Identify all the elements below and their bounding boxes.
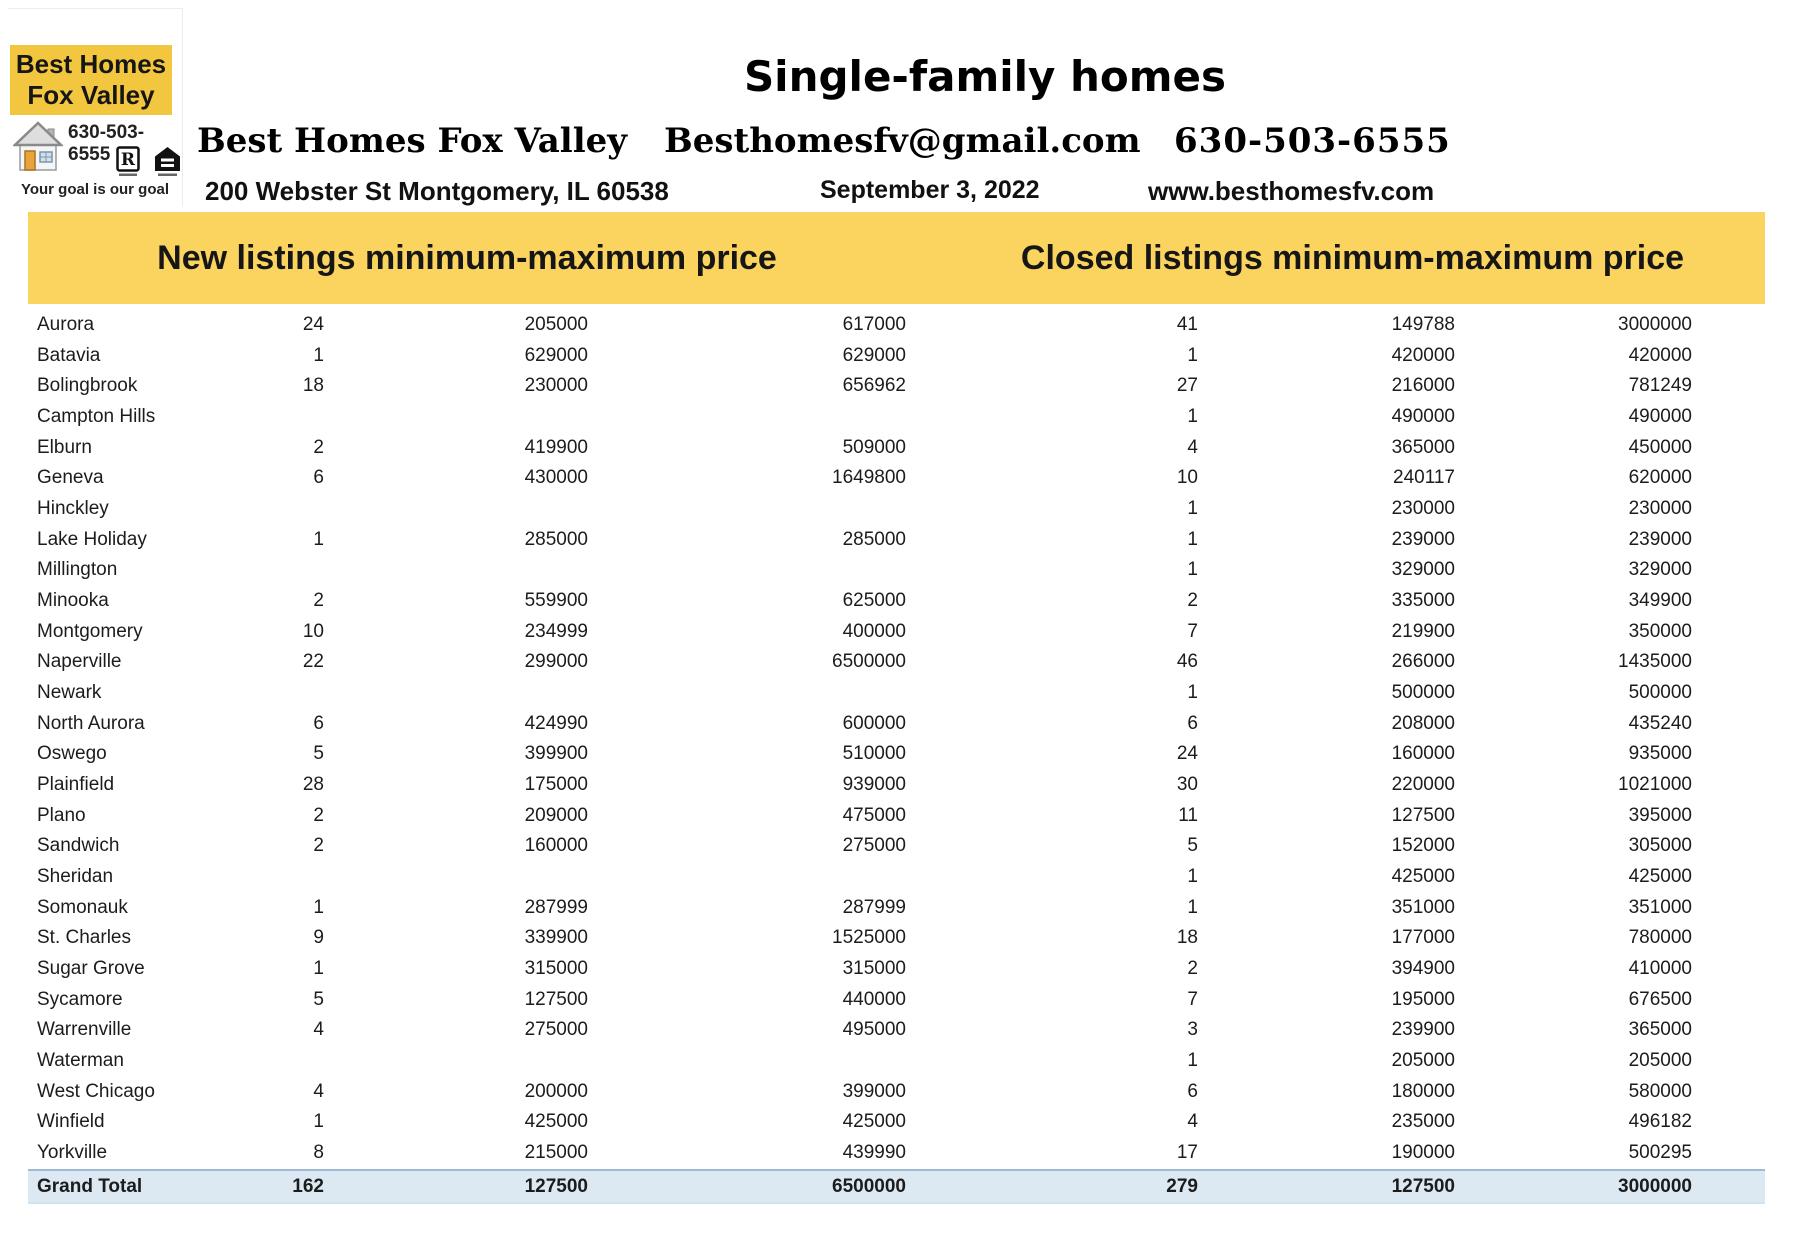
closed-min-cell: 216000	[1391, 375, 1455, 397]
town-cell: Aurora	[37, 314, 95, 335]
table-row	[28, 371, 1765, 402]
town-cell: Minooka	[37, 590, 109, 612]
new-count-cell	[190, 555, 324, 586]
grand-total-row	[28, 1169, 1765, 1204]
table-row	[28, 923, 1765, 954]
closed-min-cell: 365000	[1391, 436, 1455, 458]
new-min-cell: 629000	[524, 344, 588, 366]
table-row	[28, 985, 1765, 1016]
closed-min-cell: 500000	[1391, 682, 1455, 704]
new-max-cell: 475000	[842, 804, 906, 826]
closed-count-cell: 2	[1187, 590, 1198, 612]
new-max-cell: 400000	[842, 620, 906, 642]
new-min-cell	[324, 862, 588, 893]
closed-count-cell: 1	[1187, 682, 1198, 704]
new-count-cell: 8	[313, 1142, 324, 1164]
table-row	[28, 1107, 1765, 1138]
listings-table	[28, 310, 1765, 1204]
grand-total-new-max: 6500000	[832, 1175, 906, 1197]
office-address: 200 Webster St Montgomery, IL 60538	[205, 176, 669, 206]
section-banner	[28, 212, 1765, 304]
new-min-cell	[324, 678, 588, 709]
table-row	[28, 678, 1765, 709]
table-row	[28, 433, 1765, 464]
new-min-cell: 209000	[524, 804, 588, 826]
new-min-cell: 399900	[524, 743, 588, 765]
closed-max-cell: 305000	[1628, 835, 1692, 857]
closed-max-cell: 935000	[1628, 743, 1692, 765]
closed-max-cell: 620000	[1628, 467, 1692, 489]
closed-min-cell: 127500	[1391, 804, 1455, 826]
table-row	[28, 647, 1765, 678]
closed-min-cell: 351000	[1391, 896, 1455, 918]
closed-min-cell: 230000	[1391, 498, 1455, 520]
closed-max-cell: 496182	[1628, 1111, 1692, 1133]
closed-max-cell: 365000	[1628, 1019, 1692, 1041]
new-min-cell	[324, 555, 588, 586]
town-cell: Waterman	[37, 1050, 124, 1072]
closed-count-cell: 1	[1187, 1050, 1198, 1072]
new-max-cell: 287999	[842, 896, 906, 918]
closed-min-cell: 180000	[1391, 1080, 1455, 1102]
equal-housing-icon	[154, 146, 181, 182]
new-min-cell: 160000	[524, 835, 588, 857]
new-max-cell: 629000	[842, 344, 906, 366]
table-row	[28, 709, 1765, 740]
closed-count-cell: 1	[1187, 406, 1198, 428]
table-row	[28, 463, 1765, 494]
new-count-cell: 4	[313, 1080, 324, 1102]
grand-total-closed-min: 127500	[1391, 1175, 1455, 1197]
new-count-cell: 6	[313, 467, 324, 489]
new-min-cell	[324, 494, 588, 525]
logo-badge	[10, 45, 172, 115]
closed-max-cell: 230000	[1628, 498, 1692, 520]
closed-min-cell: 235000	[1391, 1111, 1455, 1133]
logo-name-line2: Fox Valley	[27, 80, 155, 110]
table-row	[28, 494, 1765, 525]
table-row	[28, 1046, 1765, 1077]
closed-max-cell: 435240	[1628, 712, 1692, 734]
closed-count-cell: 1	[1187, 344, 1198, 366]
new-count-cell: 2	[313, 436, 324, 458]
closed-max-cell: 500295	[1628, 1142, 1692, 1164]
new-max-cell	[588, 862, 906, 893]
new-min-cell: 234999	[524, 620, 588, 642]
new-min-cell: 419900	[524, 436, 588, 458]
new-max-cell: 315000	[842, 958, 906, 980]
table-row	[28, 555, 1765, 586]
new-count-cell: 6	[313, 712, 324, 734]
new-count-cell	[190, 402, 324, 433]
closed-min-cell: 149788	[1391, 314, 1455, 335]
closed-max-cell: 500000	[1628, 682, 1692, 704]
closed-count-cell: 1	[1187, 866, 1198, 888]
closed-min-cell: 490000	[1391, 406, 1455, 428]
grand-total-new-min: 127500	[524, 1175, 588, 1197]
closed-max-cell: 410000	[1628, 958, 1692, 980]
closed-max-cell: 395000	[1628, 804, 1692, 826]
brand-phone: 630-503-6555	[1174, 121, 1451, 161]
table-row	[28, 739, 1765, 770]
table-row	[28, 954, 1765, 985]
closed-max-cell: 239000	[1628, 528, 1692, 550]
closed-count-cell: 46	[1176, 651, 1198, 673]
closed-count-cell: 5	[1187, 835, 1198, 857]
new-min-cell: 175000	[524, 774, 588, 796]
town-cell: St. Charles	[37, 927, 131, 949]
new-count-cell: 28	[302, 774, 324, 796]
new-count-cell: 1	[313, 896, 324, 918]
new-min-cell: 127500	[524, 988, 588, 1010]
new-count-cell: 2	[313, 835, 324, 857]
closed-min-cell: 240117	[1393, 467, 1455, 489]
new-min-cell: 200000	[524, 1080, 588, 1102]
table-row	[28, 310, 1765, 341]
closed-count-cell: 30	[1176, 774, 1198, 796]
grand-total-new-count: 162	[292, 1175, 324, 1197]
town-cell: Plainfield	[37, 774, 115, 796]
new-min-cell: 285000	[524, 528, 588, 550]
new-max-cell: 509000	[842, 436, 906, 458]
closed-min-cell: 208000	[1391, 712, 1455, 734]
new-min-cell	[324, 1046, 588, 1077]
logo-block	[8, 8, 183, 207]
closed-max-cell: 676500	[1628, 988, 1692, 1010]
closed-max-cell: 780000	[1628, 927, 1692, 949]
closed-min-cell: 152000	[1391, 835, 1455, 857]
town-cell: Warrenville	[37, 1019, 132, 1041]
table-row	[28, 770, 1765, 801]
new-max-cell: 600000	[842, 712, 906, 734]
closed-listings-heading: Closed listings minimum-maximum price	[1020, 238, 1685, 277]
closed-min-cell: 335000	[1391, 590, 1455, 612]
town-cell: Somonauk	[37, 896, 128, 918]
closed-count-cell: 6	[1187, 712, 1198, 734]
closed-count-cell: 7	[1187, 620, 1198, 642]
realtor-icon	[116, 146, 140, 182]
town-cell: Sugar Grove	[37, 958, 145, 980]
page-title: Single-family homes	[743, 52, 1227, 101]
table-row	[28, 831, 1765, 862]
new-count-cell: 1	[313, 344, 324, 366]
town-cell: West Chicago	[37, 1080, 155, 1102]
new-max-cell	[588, 1046, 906, 1077]
table-row	[28, 402, 1765, 433]
closed-max-cell: 3000000	[1618, 314, 1692, 335]
new-max-cell: 617000	[842, 314, 906, 335]
new-max-cell: 510000	[842, 743, 906, 765]
logo-phone: 630-503-6555	[68, 122, 145, 165]
new-min-cell: 299000	[524, 651, 588, 673]
closed-min-cell: 394900	[1391, 958, 1455, 980]
new-count-cell: 1	[313, 528, 324, 550]
new-max-cell	[588, 678, 906, 709]
town-cell: Batavia	[37, 344, 101, 366]
closed-min-cell: 266000	[1391, 651, 1455, 673]
closed-min-cell: 239900	[1391, 1019, 1455, 1041]
table-body	[28, 310, 1765, 1169]
new-min-cell: 559900	[524, 590, 588, 612]
closed-count-cell: 6	[1187, 1080, 1198, 1102]
new-count-cell: 2	[313, 590, 324, 612]
new-min-cell: 424990	[524, 712, 588, 734]
town-cell: Sycamore	[37, 988, 123, 1010]
new-count-cell	[190, 862, 324, 893]
new-max-cell: 285000	[842, 528, 906, 550]
closed-max-cell: 329000	[1628, 559, 1692, 581]
new-max-cell: 6500000	[832, 651, 906, 673]
new-count-cell: 10	[302, 620, 324, 642]
new-count-cell: 4	[313, 1019, 324, 1041]
closed-count-cell: 27	[1176, 375, 1198, 397]
new-count-cell: 22	[302, 651, 324, 673]
new-count-cell	[190, 494, 324, 525]
closed-min-cell: 177000	[1391, 927, 1455, 949]
table-row	[28, 862, 1765, 893]
new-min-cell: 287999	[524, 896, 588, 918]
new-max-cell	[588, 555, 906, 586]
closed-count-cell: 1	[1187, 896, 1198, 918]
town-cell: Yorkville	[37, 1142, 108, 1164]
table-row	[28, 801, 1765, 832]
new-min-cell: 430000	[524, 467, 588, 489]
new-min-cell: 230000	[524, 375, 588, 397]
new-max-cell: 625000	[842, 590, 906, 612]
closed-max-cell: 450000	[1628, 436, 1692, 458]
closed-max-cell: 1021000	[1618, 774, 1692, 796]
brand-name: Best Homes Fox Valley	[197, 121, 628, 161]
closed-min-cell: 329000	[1391, 559, 1455, 581]
town-cell: Millington	[37, 559, 118, 581]
table-row	[28, 1015, 1765, 1046]
new-min-cell: 339900	[524, 927, 588, 949]
closed-count-cell: 11	[1178, 804, 1198, 826]
closed-min-cell: 220000	[1391, 774, 1455, 796]
new-max-cell: 1525000	[832, 927, 906, 949]
closed-max-cell: 349900	[1628, 590, 1692, 612]
closed-min-cell: 219900	[1391, 620, 1455, 642]
new-max-cell: 440000	[842, 988, 906, 1010]
closed-count-cell: 10	[1176, 467, 1198, 489]
town-cell: Naperville	[37, 651, 122, 673]
town-cell: Hinckley	[37, 498, 109, 520]
logo-tagline: Your goal is our goal	[20, 181, 170, 198]
closed-count-cell: 2	[1187, 958, 1198, 980]
logo-name-line1: Best Homes	[15, 49, 167, 79]
closed-max-cell: 781249	[1628, 375, 1692, 397]
new-count-cell: 1	[313, 958, 324, 980]
closed-min-cell: 420000	[1391, 344, 1455, 366]
town-cell: Elburn	[37, 436, 92, 458]
closed-count-cell: 4	[1187, 1111, 1198, 1133]
closed-min-cell: 239000	[1391, 528, 1455, 550]
website-url: www.besthomesfv.com	[1148, 176, 1435, 206]
closed-min-cell: 425000	[1391, 866, 1455, 888]
closed-max-cell: 580000	[1628, 1080, 1692, 1102]
town-cell: Sandwich	[37, 835, 120, 857]
closed-count-cell: 1	[1187, 559, 1198, 581]
town-cell: Newark	[37, 682, 102, 704]
closed-max-cell: 420000	[1628, 344, 1692, 366]
closed-max-cell: 425000	[1628, 866, 1692, 888]
table-row	[28, 617, 1765, 648]
new-min-cell: 425000	[524, 1111, 588, 1133]
new-min-cell	[324, 402, 588, 433]
closed-count-cell: 7	[1187, 988, 1198, 1010]
closed-max-cell: 1435000	[1618, 651, 1692, 673]
new-count-cell: 9	[313, 927, 324, 949]
new-min-cell: 315000	[524, 958, 588, 980]
new-count-cell: 1	[313, 1111, 324, 1133]
closed-max-cell: 351000	[1628, 896, 1692, 918]
town-cell: Plano	[37, 804, 86, 826]
new-max-cell: 425000	[842, 1111, 906, 1133]
closed-min-cell: 195000	[1391, 988, 1455, 1010]
closed-min-cell: 190000	[1391, 1142, 1455, 1164]
new-count-cell: 5	[313, 988, 324, 1010]
closed-count-cell: 17	[1176, 1142, 1198, 1164]
closed-count-cell: 41	[1176, 314, 1198, 335]
town-cell: Winfield	[37, 1111, 105, 1133]
new-count-cell: 5	[313, 743, 324, 765]
new-count-cell: 24	[302, 314, 324, 335]
new-max-cell: 1649800	[832, 467, 906, 489]
closed-max-cell: 205000	[1628, 1050, 1692, 1072]
town-cell: Oswego	[37, 743, 107, 765]
report-date: September 3, 2022	[820, 176, 1040, 204]
table-row	[28, 1138, 1765, 1169]
town-cell: Geneva	[37, 467, 104, 489]
town-cell: Sheridan	[37, 866, 114, 888]
house-icon	[13, 121, 63, 180]
closed-count-cell: 1	[1187, 528, 1198, 550]
grand-total-closed-max: 3000000	[1618, 1175, 1692, 1197]
new-max-cell	[588, 494, 906, 525]
table-row	[28, 341, 1765, 372]
table-row	[28, 893, 1765, 924]
closed-min-cell: 205000	[1391, 1050, 1455, 1072]
new-listings-heading: New listings minimum-maximum price	[157, 238, 777, 277]
new-max-cell: 275000	[842, 835, 906, 857]
new-max-cell: 439990	[842, 1142, 906, 1164]
new-max-cell: 399000	[842, 1080, 906, 1102]
brand-email: Besthomesfv@gmail.com	[664, 121, 1141, 161]
closed-count-cell: 18	[1176, 927, 1198, 949]
grand-total-label: Grand Total	[37, 1175, 143, 1197]
new-count-cell: 2	[313, 804, 324, 826]
closed-count-cell: 1	[1187, 498, 1198, 520]
town-cell: Campton Hills	[37, 406, 156, 428]
town-cell: Montgomery	[37, 620, 143, 642]
new-count-cell	[190, 678, 324, 709]
new-count-cell: 18	[302, 375, 324, 397]
table-row	[28, 586, 1765, 617]
town-cell: Lake Holiday	[37, 528, 147, 550]
closed-count-cell: 3	[1187, 1019, 1198, 1041]
grand-total-closed-count: 279	[1166, 1175, 1198, 1197]
closed-min-cell: 160000	[1391, 743, 1455, 765]
new-max-cell: 495000	[842, 1019, 906, 1041]
new-max-cell: 656962	[842, 375, 906, 397]
closed-max-cell: 490000	[1628, 406, 1692, 428]
new-max-cell: 939000	[842, 774, 906, 796]
town-cell: Bolingbrook	[37, 375, 138, 397]
svg-text:R: R	[120, 150, 136, 170]
new-min-cell: 275000	[524, 1019, 588, 1041]
new-min-cell: 205000	[524, 314, 588, 335]
table-row	[28, 525, 1765, 556]
closed-count-cell: 24	[1176, 743, 1198, 765]
new-min-cell: 215000	[524, 1142, 588, 1164]
new-max-cell	[588, 402, 906, 433]
new-count-cell	[190, 1046, 324, 1077]
closed-count-cell: 4	[1187, 436, 1198, 458]
table-row	[28, 1077, 1765, 1108]
closed-max-cell: 350000	[1628, 620, 1692, 642]
town-cell: North Aurora	[37, 712, 145, 734]
